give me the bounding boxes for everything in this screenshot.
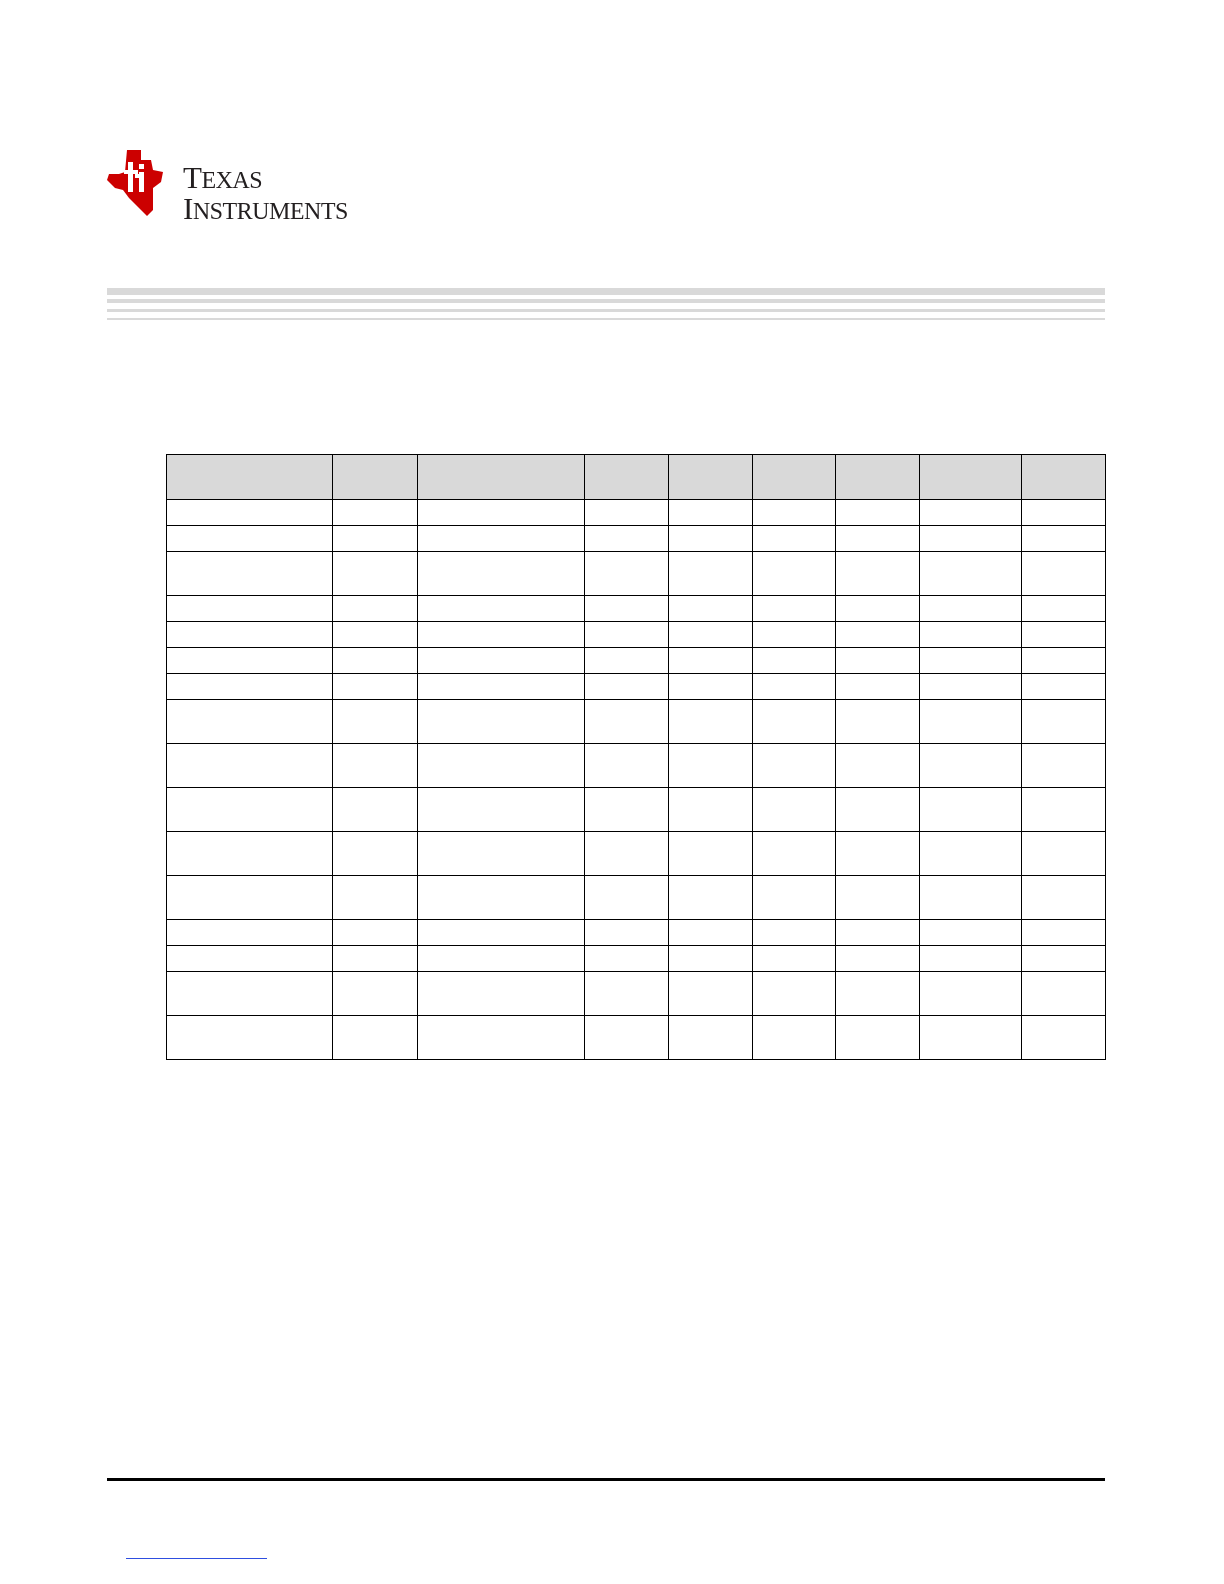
table-cell: [418, 920, 585, 946]
header-band-1: [107, 288, 1105, 295]
table-cell: [585, 526, 669, 552]
table-row: [167, 946, 1106, 972]
table-cell: [836, 744, 920, 788]
data-table: [166, 454, 1106, 1060]
table-cell: [836, 1016, 920, 1060]
table-cell: [836, 788, 920, 832]
table-header-cell: [167, 455, 333, 500]
table-cell: [418, 552, 585, 596]
table-cell: [167, 700, 333, 744]
table-cell: [585, 552, 669, 596]
table-row: [167, 788, 1106, 832]
company-name-line2: INSTRUMENTS: [183, 191, 348, 226]
footer-rule: [107, 1478, 1105, 1481]
table-cell: [669, 1016, 753, 1060]
table-cell: [669, 648, 753, 674]
table-row: [167, 622, 1106, 648]
table-cell: [418, 596, 585, 622]
table-cell: [1022, 648, 1106, 674]
table-cell: [167, 876, 333, 920]
table-cell: [585, 1016, 669, 1060]
table-cell: [1022, 946, 1106, 972]
table-cell: [1022, 1016, 1106, 1060]
table-cell: [669, 526, 753, 552]
table-cell: [753, 972, 836, 1016]
table-header-cell: [333, 455, 418, 500]
table-cell: [753, 596, 836, 622]
table-cell: [333, 500, 418, 526]
table-cell: [418, 622, 585, 648]
table-header-cell: [418, 455, 585, 500]
table-cell: [333, 876, 418, 920]
table-cell: [753, 832, 836, 876]
table-cell: [167, 526, 333, 552]
table-cell: [585, 622, 669, 648]
table-cell: [418, 700, 585, 744]
table-cell: [920, 622, 1022, 648]
table-cell: [920, 700, 1022, 744]
table-cell: [1022, 788, 1106, 832]
table-cell: [753, 700, 836, 744]
table-cell: [669, 500, 753, 526]
table-cell: [920, 876, 1022, 920]
table-cell: [920, 972, 1022, 1016]
table-cell: [753, 552, 836, 596]
ti-state-logo-icon: [107, 150, 163, 216]
table-cell: [167, 500, 333, 526]
table-cell: [167, 552, 333, 596]
table-cell: [753, 788, 836, 832]
table-cell: [418, 946, 585, 972]
table-cell: [753, 876, 836, 920]
header-band-4: [107, 318, 1105, 320]
company-name-line1: TEXAS: [183, 160, 263, 195]
table-cell: [836, 622, 920, 648]
table-cell: [753, 920, 836, 946]
table-cell: [418, 876, 585, 920]
table-row: [167, 500, 1106, 526]
table-row: [167, 920, 1106, 946]
table-row: [167, 972, 1106, 1016]
table-cell: [167, 674, 333, 700]
table-cell: [836, 920, 920, 946]
table-row: [167, 700, 1106, 744]
table-cell: [836, 526, 920, 552]
table-row: [167, 596, 1106, 622]
table-cell: [920, 788, 1022, 832]
table-cell: [333, 788, 418, 832]
table-cell: [920, 832, 1022, 876]
table-cell: [333, 946, 418, 972]
table-row: [167, 648, 1106, 674]
table-cell: [333, 1016, 418, 1060]
table-cell: [753, 526, 836, 552]
table-cell: [585, 596, 669, 622]
table-cell: [333, 832, 418, 876]
table-cell: [333, 920, 418, 946]
table-cell: [585, 674, 669, 700]
table-cell: [585, 832, 669, 876]
table-cell: [669, 622, 753, 648]
table-cell: [333, 674, 418, 700]
table-cell: [836, 500, 920, 526]
table-cell: [333, 648, 418, 674]
table-cell: [836, 700, 920, 744]
table-cell: [920, 946, 1022, 972]
table-cell: [418, 500, 585, 526]
table-cell: [418, 674, 585, 700]
table-row: [167, 876, 1106, 920]
table-cell: [585, 788, 669, 832]
table-cell: [167, 1016, 333, 1060]
table-row: [167, 1016, 1106, 1060]
table-cell: [1022, 526, 1106, 552]
table-row: [167, 526, 1106, 552]
table-header-cell: [1022, 455, 1106, 500]
table-cell: [1022, 876, 1106, 920]
table-cell: [836, 972, 920, 1016]
table-row: [167, 674, 1106, 700]
table-cell: [669, 788, 753, 832]
header-band-2: [107, 299, 1105, 303]
table-cell: [920, 552, 1022, 596]
table-row: [167, 832, 1106, 876]
table-cell: [753, 744, 836, 788]
table-header-cell: [669, 455, 753, 500]
table-cell: [585, 972, 669, 1016]
table-cell: [669, 946, 753, 972]
table-cell: [167, 596, 333, 622]
table-cell: [669, 700, 753, 744]
table-cell: [836, 674, 920, 700]
table-cell: [585, 946, 669, 972]
table-cell: [753, 1016, 836, 1060]
table-cell: [920, 1016, 1022, 1060]
table-header-cell: [753, 455, 836, 500]
table-cell: [920, 674, 1022, 700]
table-cell: [167, 622, 333, 648]
company-wordmark: [183, 162, 348, 224]
table-cell: [167, 946, 333, 972]
table-cell: [836, 832, 920, 876]
table-cell: [1022, 972, 1106, 1016]
table-cell: [167, 972, 333, 1016]
table-header-cell: [920, 455, 1022, 500]
table-cell: [669, 596, 753, 622]
table-cell: [585, 700, 669, 744]
table-cell: [333, 700, 418, 744]
table-cell: [920, 526, 1022, 552]
table-cell: [669, 552, 753, 596]
table-cell: [1022, 596, 1106, 622]
table-cell: [920, 596, 1022, 622]
table-cell: [585, 876, 669, 920]
table-cell: [418, 832, 585, 876]
table-cell: [333, 526, 418, 552]
table-cell: [669, 744, 753, 788]
table-cell: [669, 674, 753, 700]
table-cell: [167, 832, 333, 876]
table-cell: [167, 744, 333, 788]
table-cell: [333, 972, 418, 1016]
table-cell: [585, 500, 669, 526]
table-cell: [333, 622, 418, 648]
table-cell: [418, 526, 585, 552]
table-cell: [1022, 552, 1106, 596]
table-cell: [333, 552, 418, 596]
table-row: [167, 744, 1106, 788]
table-cell: [753, 648, 836, 674]
table-header-cell: [836, 455, 920, 500]
table-cell: [167, 920, 333, 946]
table-cell: [1022, 674, 1106, 700]
table-cell: [753, 622, 836, 648]
table-cell: [1022, 622, 1106, 648]
table-cell: [836, 596, 920, 622]
footer-link-underline[interactable]: [126, 1558, 267, 1559]
table-cell: [669, 832, 753, 876]
table-cell: [167, 648, 333, 674]
table-cell: [585, 744, 669, 788]
table-cell: [669, 920, 753, 946]
header-band-3: [107, 309, 1105, 312]
table-cell: [1022, 744, 1106, 788]
table-cell: [167, 788, 333, 832]
ti-logo: [107, 150, 417, 226]
table-cell: [836, 876, 920, 920]
data-table-container: [166, 454, 1106, 1060]
table-cell: [669, 972, 753, 1016]
table-cell: [418, 972, 585, 1016]
table-body: [167, 500, 1106, 1060]
table-cell: [753, 946, 836, 972]
table-cell: [836, 946, 920, 972]
table-cell: [418, 648, 585, 674]
table-row: [167, 552, 1106, 596]
table-cell: [753, 500, 836, 526]
table-cell: [418, 788, 585, 832]
table-cell: [333, 596, 418, 622]
table-cell: [836, 648, 920, 674]
table-cell: [418, 744, 585, 788]
table-cell: [669, 876, 753, 920]
table-cell: [585, 648, 669, 674]
table-cell: [920, 648, 1022, 674]
table-cell: [920, 744, 1022, 788]
table-cell: [836, 552, 920, 596]
table-cell: [585, 920, 669, 946]
table-header-row: [167, 455, 1106, 500]
table-cell: [1022, 700, 1106, 744]
table-cell: [920, 500, 1022, 526]
table-header-cell: [585, 455, 669, 500]
table-cell: [753, 674, 836, 700]
table-cell: [1022, 920, 1106, 946]
table-cell: [418, 1016, 585, 1060]
table-cell: [1022, 500, 1106, 526]
table-cell: [333, 744, 418, 788]
table-cell: [920, 920, 1022, 946]
table-cell: [1022, 832, 1106, 876]
